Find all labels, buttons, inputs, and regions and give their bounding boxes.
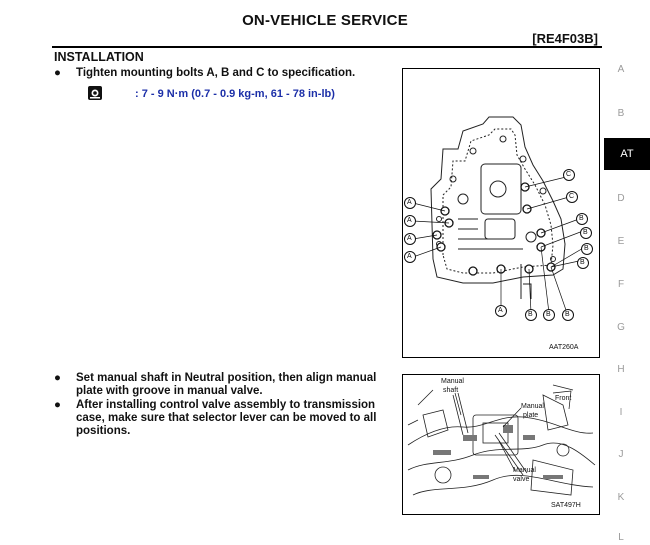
manual-valve-figure [402,374,600,515]
bolt-label-b: B [580,259,585,266]
torque-spec: : 7 - 9 N·m (0.7 - 0.9 kg-m, 61 - 78 in-lb) [135,88,335,100]
bullet-text-line: case, make sure that selector lever can be moved to all [76,412,377,424]
bolt-label-b: B [565,311,570,318]
label-front: Front [555,395,572,402]
section-code: [RE4F03B] [532,31,598,46]
label-manual-plate: Manual [521,403,544,410]
side-index-j[interactable]: J [618,449,624,460]
bolt-label-a: A [498,307,503,314]
bullet-icon: ● [54,372,61,384]
page-title: ON-VEHICLE SERVICE [242,12,408,29]
label-manual-shaft: Manual [441,378,464,385]
bolt-label-b: B [528,311,533,318]
bullet-text-line: plate with groove in manual valve. [76,385,263,397]
label-manual-valve: valve [513,476,530,483]
bullet-icon: ● [54,67,61,79]
bolt-label-b: B [583,229,588,236]
bullet-text: Tighten mounting bolts A, B and C to specification. [76,67,356,79]
bullet-icon: ● [54,399,61,411]
bullet-text-line: Set manual shaft in Neutral position, then align manual [76,372,377,384]
bolt-label-a: A [407,199,412,206]
torque-wrench-icon [88,86,102,100]
side-index-g[interactable]: G [617,322,625,333]
bolt-label-c: C [569,193,575,200]
bolt-label-c: C [566,171,572,178]
bullet-text-line: After installing control valve assembly to transmission [76,399,376,411]
side-index-a[interactable]: A [617,64,625,75]
label-manual-plate: plate [523,412,539,419]
header-rule [52,46,602,48]
bolt-label-a: A [407,253,412,260]
label-manual-valve: Manual [513,467,536,474]
side-index-d[interactable]: D [617,193,625,204]
side-index-b[interactable]: B [617,108,625,119]
side-index-k[interactable]: K [617,492,625,503]
bolt-label-a: A [407,235,412,242]
bolt-label-b: B [546,311,551,318]
figure-id: SAT497H [551,502,581,509]
list-item [54,399,396,438]
bolt-label-b: B [584,245,589,252]
label-manual-shaft: shaft [443,387,459,394]
figure-id: AAT260A [549,344,579,351]
list-item [54,67,394,81]
side-index-at[interactable]: AT [604,138,650,170]
bolt-label-b: B [579,215,584,222]
control-valve-figure [402,68,600,358]
side-index-i[interactable]: I [619,407,623,418]
side-index-h[interactable]: H [617,364,625,375]
list-item [54,372,396,398]
side-index-l[interactable]: L [618,532,624,543]
bullet-text-line: positions. [76,425,131,437]
side-index-f[interactable]: F [617,279,625,290]
bolt-label-a: A [407,217,412,224]
side-index-e[interactable]: E [617,236,625,247]
section-heading: INSTALLATION [54,50,144,64]
